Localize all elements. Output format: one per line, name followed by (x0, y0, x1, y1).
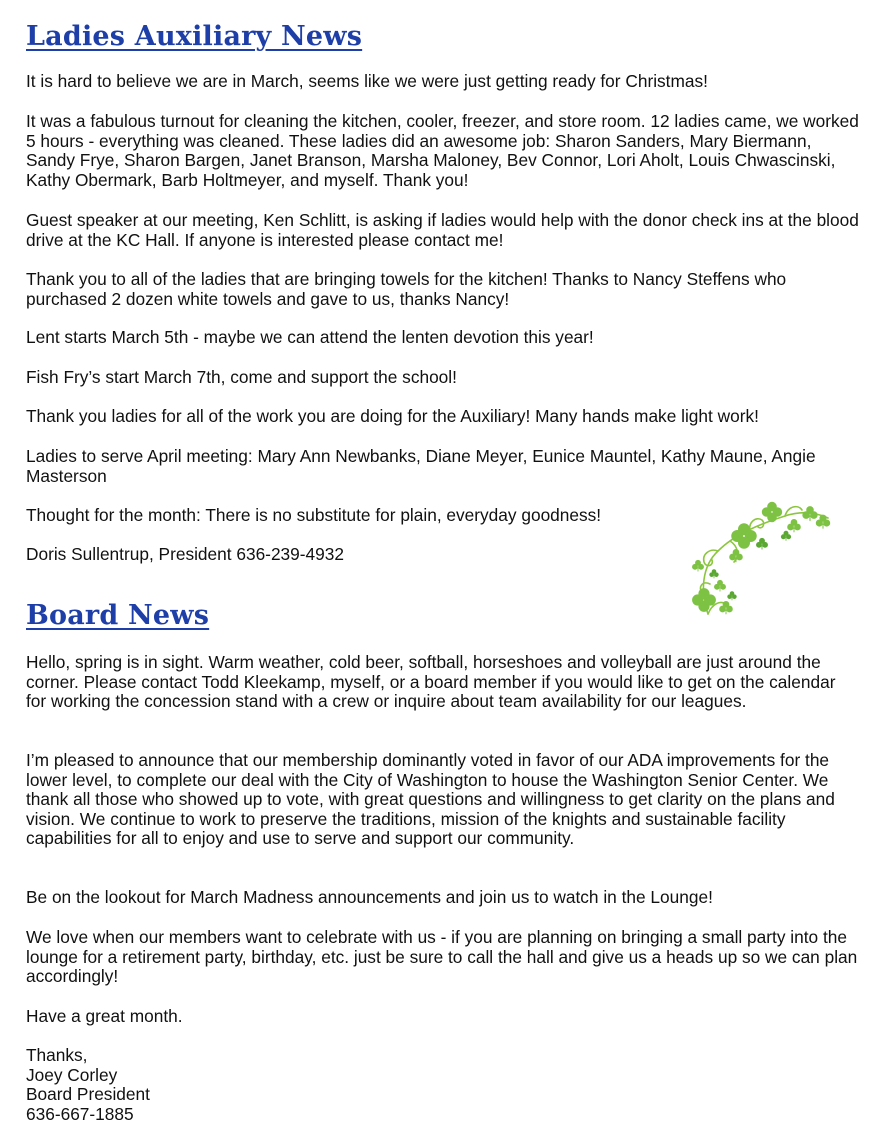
ladies-paragraph-6: Fish Fry’s start March 7th, come and support the school! (26, 367, 457, 387)
ladies-paragraph-9: Thought for the month: There is no substitute for plain, everyday goodness! (26, 505, 602, 525)
ladies-paragraph-3: Guest speaker at our meeting, Ken Schlitt, is asking if ladies would help with the donor check ins at the blood drive at the KC Hall. If anyone is interested please contact me! (26, 210, 859, 250)
board-paragraph-5: Have a great month. (26, 1006, 183, 1026)
board-signature (26, 1046, 860, 1124)
ladies-paragraph-8: Ladies to serve April meeting: Mary Ann Newbanks, Diane Meyer, Eunice Mauntel, Kathy Maune, Angie Masterson (26, 446, 816, 486)
board-paragraph-4: We love when our members want to celebrate with us - if you are planning on bringing a small party into the lounge for a retirement party, birthday, etc. just be sure to call the hall and give us a heads up so we can plan accordingly! (26, 927, 858, 987)
ladies-signature: Doris Sullentrup, President 636-239-4932 (26, 544, 344, 564)
ladies-auxiliary-heading: Ladies Auxiliary News (26, 21, 363, 52)
shamrock-vine-icon (690, 496, 835, 621)
ladies-paragraph-5: Lent starts March 5th - maybe we can attend the lenten devotion this year! (26, 327, 594, 347)
signature-title: Board President (26, 1084, 150, 1105)
signature-phone: 636-667-1885 (26, 1103, 134, 1124)
ladies-paragraph-2: It was a fabulous turnout for cleaning the kitchen, cooler, freezer, and store room. 12 ladies came, we worked 5 hours - everything was cleaned. These ladies did an awesome job: Sharon Sanders, Mary Biermann, Sandy Frye, Sharon Bargen, Janet Branson, Marsha Maloney, Bev Connor, Lori Aholt, Louis Chwascinski, Kathy Obermark, Barb Holtmeyer, and myself. Thank you! (26, 111, 859, 190)
ladies-paragraph-7: Thank you ladies for all of the work you are doing for the Auxiliary! Many hands make light work! (26, 406, 759, 426)
signature-closing: Thanks, (26, 1045, 88, 1065)
board-paragraph-1: Hello, spring is in sight. Warm weather, cold beer, softball, horseshoes and volleyball are just around the corner. Please contact Todd Kleekamp, myself, or a board member if you would like to get on the calendar for working the concession stand with a crew or inquire about team availability for our leagues. (26, 652, 836, 712)
board-paragraph-2: I’m pleased to announce that our membership dominantly voted in favor of our ADA improvements for the lower level, to complete our deal with the City of Washington to house the Washington Senior Center. We thank all those who showed up to vote, with great questions and willingness to get clarity on the plans and vision. We continue to work to preserve the traditions, mission of the knights and sustainable facility capabilities for all to enjoy and use to serve and support our community. (26, 750, 835, 849)
signature-name: Joey Corley (26, 1064, 118, 1085)
ladies-paragraph-4: Thank you to all of the ladies that are bringing towels for the kitchen! Thanks to Nancy Steffens who purchased 2 dozen white towels and gave to us, thanks Nancy! (26, 269, 787, 309)
ladies-paragraph-1: It is hard to believe we are in March, seems like we were just getting ready for Christmas! (26, 71, 708, 91)
board-paragraph-3: Be on the lookout for March Madness announcements and join us to watch in the Lounge! (26, 887, 713, 907)
board-news-heading: Board News (26, 600, 210, 631)
